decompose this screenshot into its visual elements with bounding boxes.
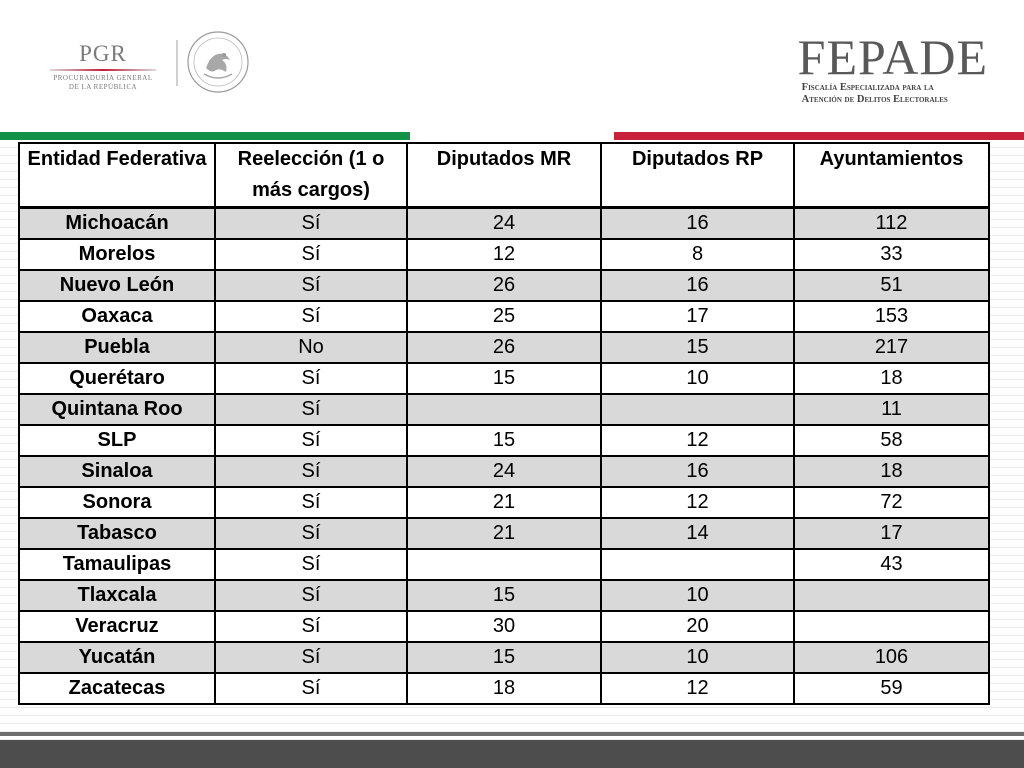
cell-ayuntamientos	[794, 611, 989, 642]
cell-diputados-mr: 21	[407, 518, 601, 549]
cell-ayuntamientos: 11	[794, 394, 989, 425]
header	[0, 0, 1024, 132]
cell-diputados-mr: 18	[407, 673, 601, 704]
cell-diputados-mr: 15	[407, 425, 601, 456]
cell-ayuntamientos: 51	[794, 270, 989, 301]
column-header-diputados-mr: Diputados MR	[407, 143, 601, 208]
election-data-table	[18, 142, 990, 705]
cell-ayuntamientos: 59	[794, 673, 989, 704]
cell-entidad: Nuevo León	[19, 270, 215, 301]
cell-diputados-rp: 10	[601, 642, 794, 673]
cell-diputados-mr: 15	[407, 363, 601, 394]
cell-ayuntamientos: 33	[794, 239, 989, 270]
cell-ayuntamientos: 17	[794, 518, 989, 549]
cell-reeleccion: Sí	[215, 673, 407, 704]
cell-entidad: Tamaulipas	[19, 549, 215, 580]
cell-entidad: Morelos	[19, 239, 215, 270]
green-accent-bar	[0, 132, 410, 140]
table-row	[19, 425, 989, 456]
cell-entidad: Yucatán	[19, 642, 215, 673]
cell-diputados-mr: 12	[407, 239, 601, 270]
cell-ayuntamientos: 153	[794, 301, 989, 332]
table-header-row	[19, 143, 989, 208]
cell-reeleccion: Sí	[215, 425, 407, 456]
cell-diputados-rp: 12	[601, 673, 794, 704]
cell-reeleccion: No	[215, 332, 407, 363]
pgr-logo	[48, 42, 158, 92]
table-row	[19, 239, 989, 270]
pgr-logo-rule	[50, 69, 156, 71]
table-row	[19, 394, 989, 425]
cell-entidad: Puebla	[19, 332, 215, 363]
cell-reeleccion: Sí	[215, 580, 407, 611]
cell-ayuntamientos: 58	[794, 425, 989, 456]
cell-entidad: Sonora	[19, 487, 215, 518]
cell-diputados-mr: 15	[407, 580, 601, 611]
cell-ayuntamientos: 43	[794, 549, 989, 580]
cell-entidad: Querétaro	[19, 363, 215, 394]
cell-entidad: Michoacán	[19, 208, 215, 240]
cell-reeleccion: Sí	[215, 208, 407, 240]
column-header-diputados-rp: Diputados RP	[601, 143, 794, 208]
cell-diputados-mr: 25	[407, 301, 601, 332]
cell-diputados-rp: 17	[601, 301, 794, 332]
cell-reeleccion: Sí	[215, 518, 407, 549]
cell-reeleccion: Sí	[215, 456, 407, 487]
cell-diputados-rp: 12	[601, 425, 794, 456]
cell-diputados-mr: 24	[407, 456, 601, 487]
column-header-reeleccion: Reelección (1 o más cargos)	[215, 143, 407, 208]
cell-entidad: Oaxaca	[19, 301, 215, 332]
cell-reeleccion: Sí	[215, 549, 407, 580]
cell-reeleccion: Sí	[215, 363, 407, 394]
cell-diputados-mr	[407, 549, 601, 580]
cell-reeleccion: Sí	[215, 239, 407, 270]
footer-accent-line	[0, 732, 1024, 736]
cell-diputados-rp: 16	[601, 208, 794, 240]
cell-ayuntamientos: 106	[794, 642, 989, 673]
red-accent-bar	[614, 132, 1024, 140]
table-row	[19, 208, 989, 240]
cell-diputados-mr: 26	[407, 270, 601, 301]
cell-diputados-rp: 10	[601, 363, 794, 394]
cell-ayuntamientos: 217	[794, 332, 989, 363]
cell-diputados-rp	[601, 549, 794, 580]
cell-entidad: Veracruz	[19, 611, 215, 642]
cell-diputados-rp: 15	[601, 332, 794, 363]
column-header-ayuntamientos: Ayuntamientos	[794, 143, 989, 208]
table-row	[19, 611, 989, 642]
cell-entidad: Tabasco	[19, 518, 215, 549]
footer-bar	[0, 740, 1024, 768]
table-row	[19, 363, 989, 394]
cell-diputados-mr	[407, 394, 601, 425]
cell-diputados-mr: 26	[407, 332, 601, 363]
cell-ayuntamientos: 18	[794, 363, 989, 394]
pgr-logo-line2: DE LA REPÚBLICA	[68, 83, 138, 91]
cell-diputados-mr: 30	[407, 611, 601, 642]
fepade-logo-line2: Atención de Delitos Electorales	[801, 94, 948, 105]
cell-diputados-rp: 12	[601, 487, 794, 518]
table-row	[19, 580, 989, 611]
cell-reeleccion: Sí	[215, 611, 407, 642]
table-row	[19, 518, 989, 549]
table-row	[19, 301, 989, 332]
cell-reeleccion: Sí	[215, 642, 407, 673]
cell-ayuntamientos	[794, 580, 989, 611]
cell-diputados-rp: 16	[601, 456, 794, 487]
table-row	[19, 270, 989, 301]
cell-diputados-rp: 20	[601, 611, 794, 642]
cell-diputados-rp: 16	[601, 270, 794, 301]
cell-reeleccion: Sí	[215, 301, 407, 332]
cell-reeleccion: Sí	[215, 270, 407, 301]
pgr-logo-line1: PROCURADURÍA GENERAL	[53, 74, 153, 82]
cell-reeleccion: Sí	[215, 487, 407, 518]
cell-reeleccion: Sí	[215, 394, 407, 425]
cell-diputados-rp: 14	[601, 518, 794, 549]
cell-entidad: Tlaxcala	[19, 580, 215, 611]
fepade-logo-line1: Fiscalía Especializada para la	[801, 82, 934, 93]
logo-divider	[176, 40, 178, 86]
pgr-logo-word: PGR	[79, 41, 127, 66]
table-row	[19, 673, 989, 704]
table-row	[19, 332, 989, 363]
cell-ayuntamientos: 112	[794, 208, 989, 240]
fepade-logo	[797, 29, 988, 106]
cell-diputados-mr: 21	[407, 487, 601, 518]
mexican-coat-of-arms-seal-icon	[186, 30, 250, 94]
cell-entidad: SLP	[19, 425, 215, 456]
cell-entidad: Zacatecas	[19, 673, 215, 704]
fepade-logo-word: FEPADE	[797, 29, 988, 85]
table-row	[19, 642, 989, 673]
column-header-entidad: Entidad Federativa	[19, 143, 215, 208]
table-row	[19, 487, 989, 518]
cell-diputados-mr: 24	[407, 208, 601, 240]
cell-entidad: Quintana Roo	[19, 394, 215, 425]
cell-diputados-rp: 10	[601, 580, 794, 611]
cell-diputados-rp	[601, 394, 794, 425]
cell-ayuntamientos: 72	[794, 487, 989, 518]
cell-entidad: Sinaloa	[19, 456, 215, 487]
cell-ayuntamientos: 18	[794, 456, 989, 487]
cell-diputados-rp: 8	[601, 239, 794, 270]
cell-diputados-mr: 15	[407, 642, 601, 673]
table-row	[19, 549, 989, 580]
table-row	[19, 456, 989, 487]
